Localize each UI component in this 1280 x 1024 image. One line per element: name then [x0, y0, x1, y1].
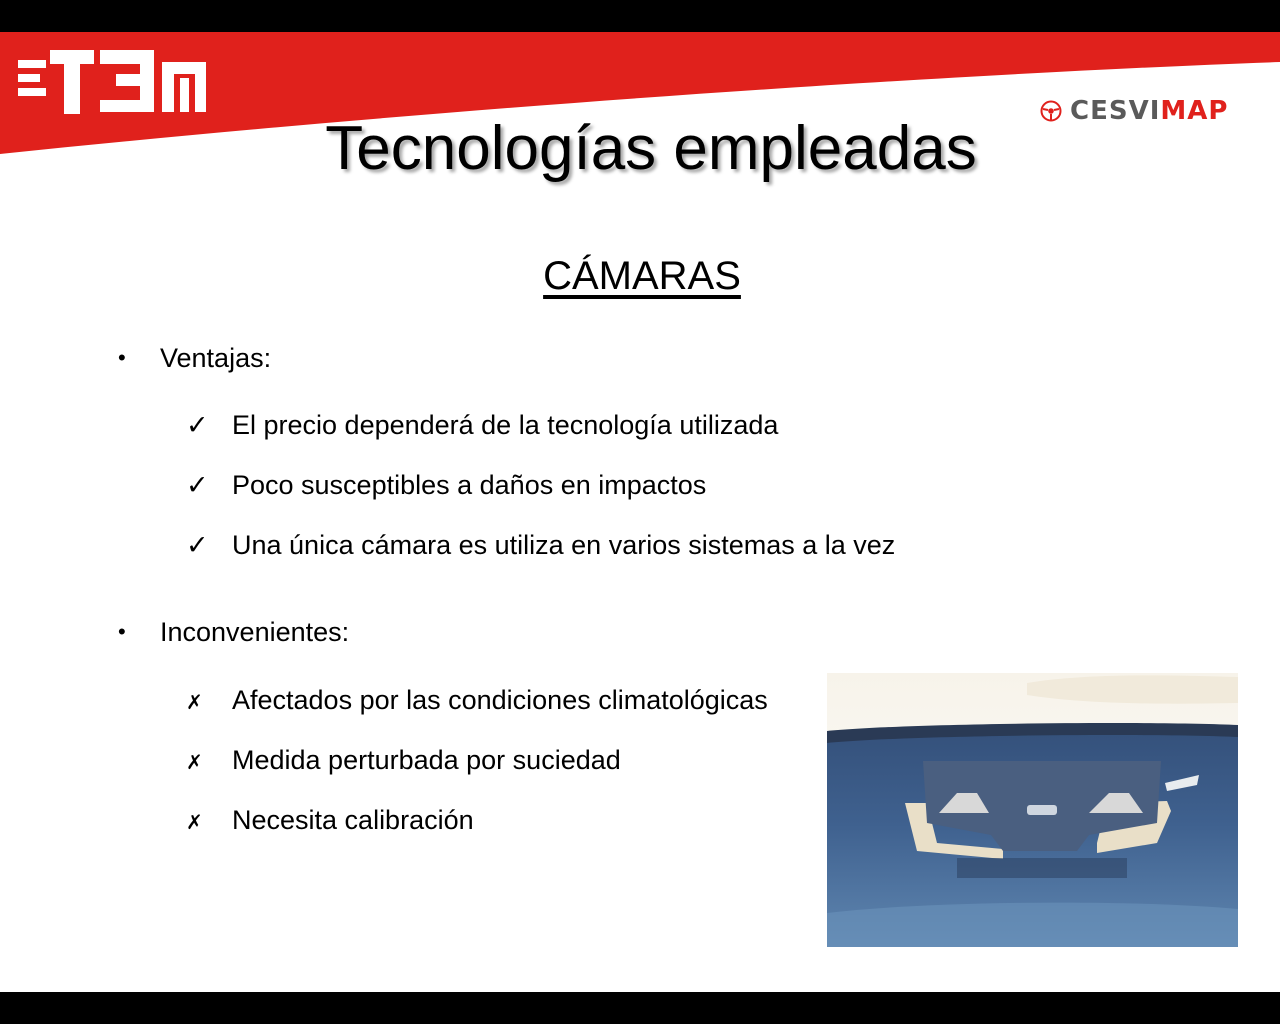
disadvantage-item [186, 682, 768, 721]
checkmark-icon: ✓ [186, 530, 209, 560]
disadvantage-text: Afectados por las condiciones climatológicas [232, 685, 768, 715]
cesvi-text: CESVI [1070, 96, 1161, 126]
slide-title: Tecnologías empleadas [325, 114, 977, 183]
advantages-heading-text: Ventajas: [160, 343, 272, 373]
tsm-logo [14, 44, 214, 120]
advantage-item [186, 407, 778, 443]
advantage-item [186, 467, 706, 503]
checkmark-icon: ✓ [186, 470, 209, 500]
cross-icon: ✗ [186, 752, 203, 774]
disadvantage-text: Medida perturbada por suciedad [232, 745, 621, 775]
windshield-camera-photo [827, 673, 1238, 947]
bullet-icon: • [118, 345, 126, 370]
advantage-text: Poco susceptibles a daños en impactos [232, 470, 707, 500]
bullet-icon: • [118, 619, 126, 644]
slide-subtitle: CÁMARAS [543, 254, 741, 298]
top-letterbox-bar [0, 0, 1280, 32]
disadvantage-text: Necesita calibración [232, 805, 474, 835]
disadvantages-heading [118, 614, 349, 650]
cross-icon: ✗ [186, 692, 203, 714]
bottom-letterbox-bar [0, 992, 1280, 1024]
disadvantage-item [186, 742, 621, 781]
cross-icon: ✗ [186, 812, 203, 834]
disadvantage-item [186, 802, 474, 841]
advantage-text: El precio dependerá de la tecnología utilizada [232, 410, 779, 440]
map-text: MAP [1160, 96, 1229, 126]
advantages-heading [118, 340, 271, 376]
presentation-slide [0, 32, 1280, 992]
checkmark-icon: ✓ [186, 410, 209, 440]
advantage-item [186, 527, 895, 563]
advantage-text: Una única cámara es utiliza en varios sistemas a la vez [232, 530, 896, 560]
disadvantages-heading-text: Inconvenientes: [160, 617, 350, 647]
